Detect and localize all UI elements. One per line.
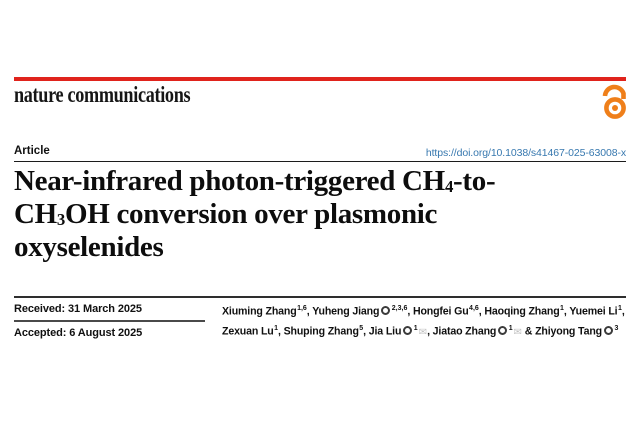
- article-kicker: Article: [14, 145, 50, 157]
- orcid-icon[interactable]: [403, 326, 412, 335]
- author-name: Yuemei Li: [569, 305, 618, 317]
- affiliation-superscript: 5: [359, 325, 364, 332]
- journal-logo: nature communications: [14, 82, 191, 107]
- open-access-icon: [602, 82, 627, 119]
- orcid-icon[interactable]: [498, 326, 507, 335]
- author-name: Zexuan Lu: [222, 325, 274, 338]
- author-name: Jiatao Zhang: [432, 325, 497, 338]
- author-name: Xiuming Zhang: [222, 305, 297, 317]
- author-name: Zhiyong Tang: [535, 325, 602, 338]
- affiliation-superscript: 1: [413, 325, 418, 332]
- received-date: Received: 31 March 2025: [14, 303, 142, 315]
- author-list: Xiuming Zhang$^{1,6}$, Yuheng Jiang $^{2,3,6}$, Hongfei Gu$^{4,6}$, Haoqing Zhang$^1$, Yuemei Li$^1$, Zexuan Lu$^1$, Shuping Zhang$^5$, Jia Liu $^1$✉, Jiatao Zhang $^1$✉ & Zhiyong Tang $^3$: [222, 304, 625, 338]
- article-title: Near-infrared photon-triggered $CH_4-to-$ $CH_3OH$ conversion over plasmonic oxyselenides: [14, 165, 496, 263]
- doi-link[interactable]: https://doi.org/10.1038/s41467-025-63008-x: [425, 146, 626, 159]
- affiliation-superscript: 1: [560, 304, 564, 312]
- affiliation-superscript: 3: [614, 325, 619, 332]
- dates-divider: [14, 320, 205, 322]
- affiliation-superscript: 1: [274, 325, 279, 332]
- orcid-icon[interactable]: [604, 326, 613, 335]
- email-icon[interactable]: ✉: [513, 326, 523, 338]
- affiliation-superscript: 2,3,6: [391, 304, 408, 312]
- kicker-divider: [14, 161, 626, 162]
- author-name: Yuheng Jiang: [312, 305, 380, 317]
- orcid-icon[interactable]: [381, 306, 390, 315]
- affiliation-superscript: 4,6: [469, 304, 479, 312]
- masthead-rule: [14, 77, 626, 81]
- accepted-date: Accepted: 6 August 2025: [14, 327, 143, 339]
- affiliation-superscript: 1: [508, 325, 513, 332]
- affiliation-superscript: 1,6: [297, 304, 307, 312]
- author-name: Shuping Zhang: [283, 325, 359, 338]
- meta-divider: [14, 296, 626, 298]
- affiliation-superscript: 1: [617, 304, 622, 312]
- author-name: Haoqing Zhang: [484, 305, 560, 317]
- email-icon[interactable]: ✉: [418, 326, 428, 338]
- author-name: Jia Liu: [368, 325, 402, 338]
- author-name: Hongfei Gu: [412, 305, 469, 317]
